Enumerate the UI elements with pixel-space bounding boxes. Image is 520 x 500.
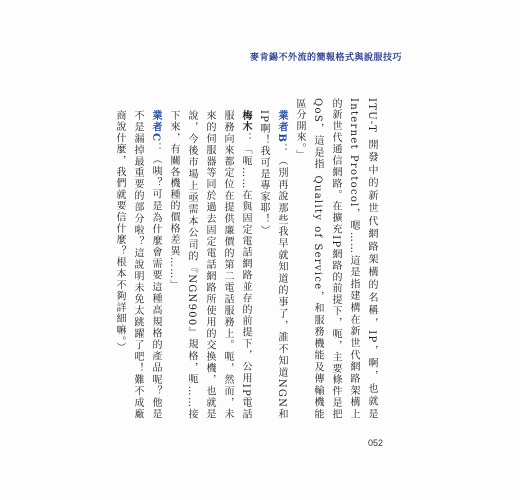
running-header: 麥肯錫不外流的簡報格式與說服技巧 [249,53,402,63]
paragraph-1 [290,98,380,420]
paragraph-1-text: ITU-T 開發中的新世代網路架構的名稱，IP，啊，也就是 Internet Protocol，嗯……這是指建構在新世代網路架構上的新世代通信網路。在擴充IP網路的前提下，呃，主要條件是把QoS，這是指 Quality of Service，和服務機能及傳輸機能區分開來。」 [294,98,377,420]
speaker-name: 業者C [150,110,161,143]
speaker-name: 業者B [276,110,287,144]
paragraph-2 [254,98,290,420]
paragraph-3 [164,98,254,420]
paragraph-3-text: ：「呃……在與固定電話網路並存的前提下，公用IP電話服務向來都定位在提供廉價的第二電話服務上。呃，然而，未來的伺服器等同於過去固定電話網路所使用的交換機，也就是說，今後市場上亟需本公司的『NGN900』規格，呃……接下來，有關各機種的價格差異……」 [168,110,251,420]
paragraph-4-text: ：（咦？可是為什麼會需要這種高規格的產品呢？他是不是漏掉最重要的部分啦？這說明未免太跳躍了吧！難不成廠商說什麼，我們就要信什麼？根本不夠詳細嘛。） [114,110,161,421]
body-text [114,98,380,421]
paragraph-2-text: ：（別再說那些我早就知道的事了，誰不知道NGN和IP啊！我可是專家耶！） [258,110,287,420]
page-number: 052 [368,438,384,448]
speaker-name: 梅木 [240,110,251,133]
paragraph-4 [110,98,164,420]
